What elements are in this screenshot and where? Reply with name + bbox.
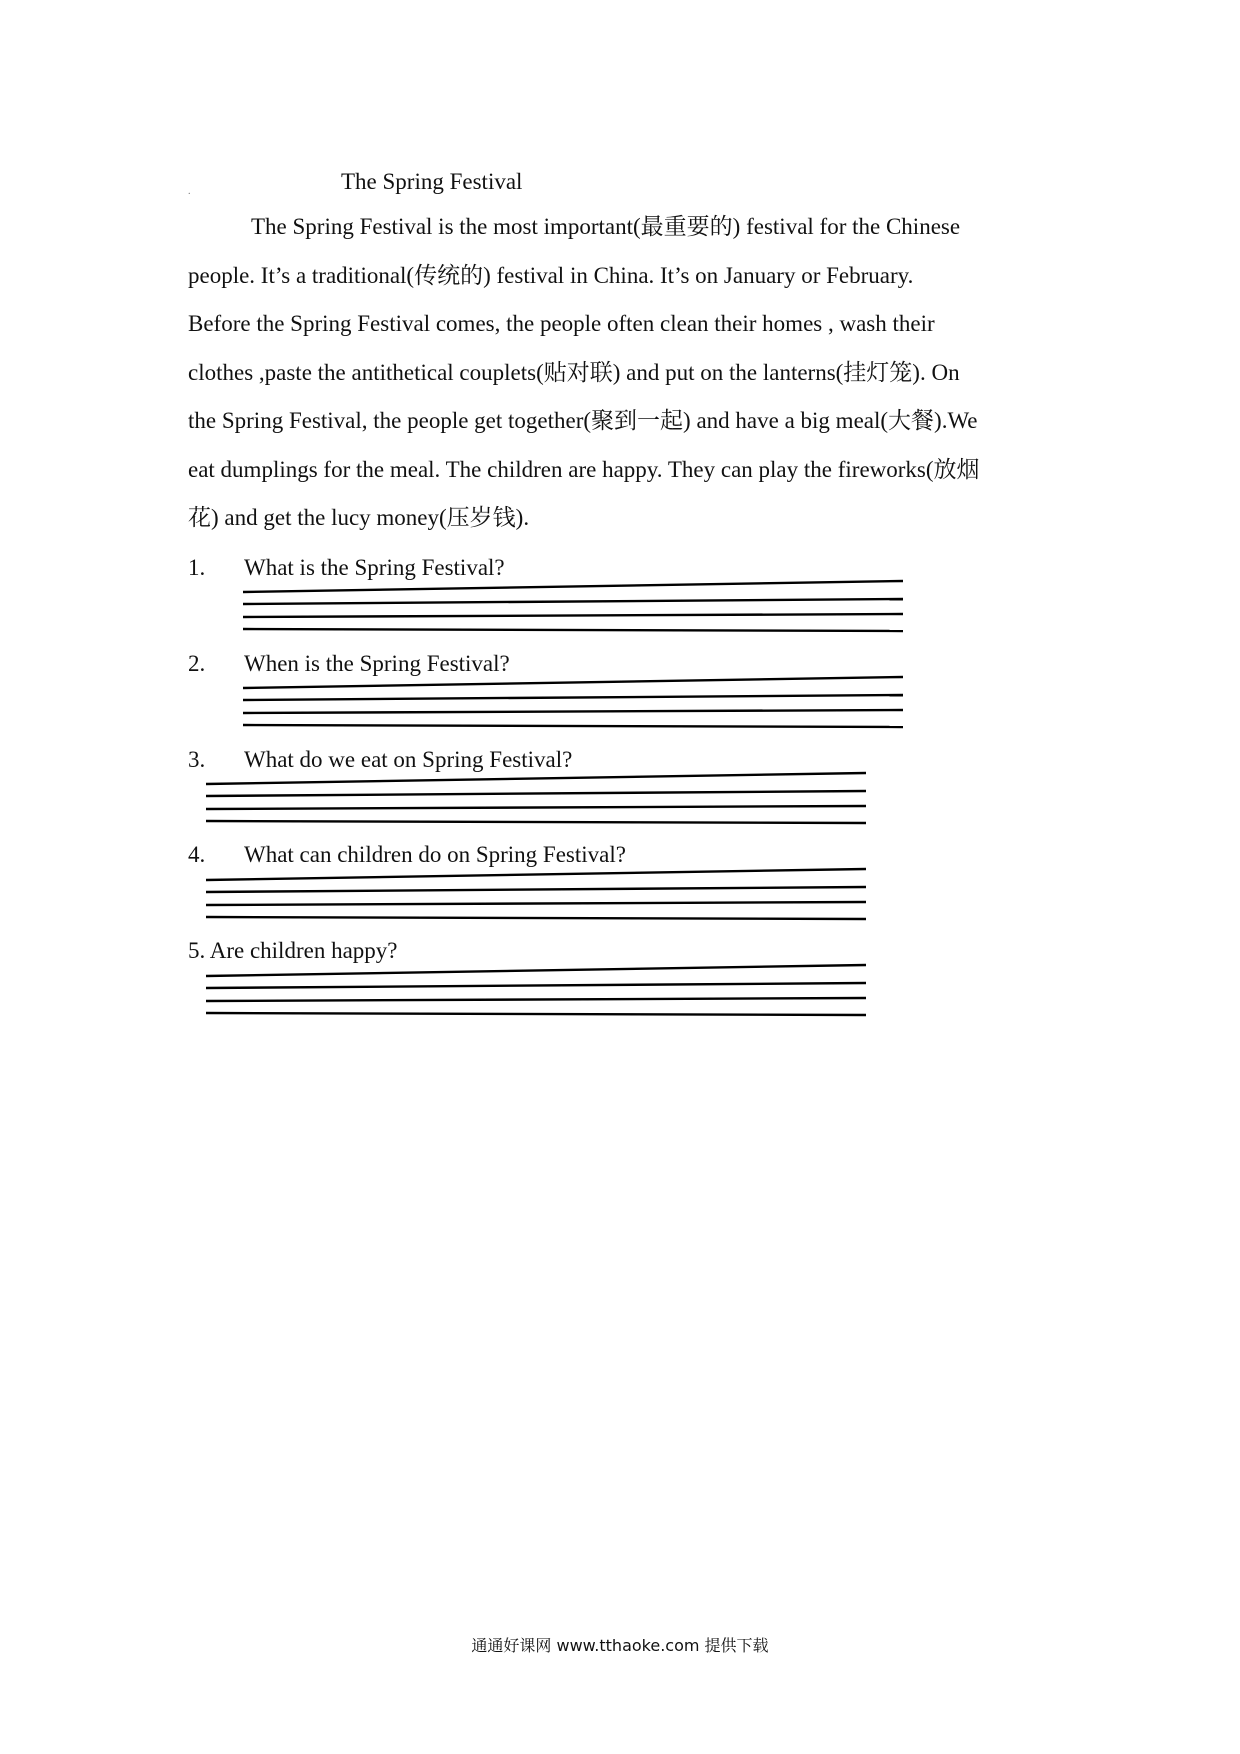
download-footer: 通通好课网 www.tthaoke.com 提供下载 [471,1636,769,1655]
passage-line: The Spring Festival is the most important(最重要的) festival for the Chinese [251,214,961,239]
passage-line: people. It’s a traditional(传统的) festival in China. It’s on January or February. [188,262,914,288]
question-text: 5. Are children happy? [188,938,398,963]
passage-line: eat dumplings for the meal. The children are happy. They can play the fireworks(放烟 [188,456,980,482]
passage-line: Before the Spring Festival comes, the people often clean their homes , wash their [188,311,935,336]
question-text: What is the Spring Festival? [244,555,505,580]
passage-line: 花) and get the lucy money(压岁钱). [188,505,530,530]
question-text: When is the Spring Festival? [244,651,510,676]
answer-lines-1[interactable] [243,580,903,636]
answer-lines-3[interactable] [206,772,866,828]
answer-lines-2[interactable] [243,676,903,732]
margin-mark: . [188,186,191,197]
answer-lines-4[interactable] [206,868,866,924]
question-number: 2. [188,651,206,676]
question-number: 4. [188,842,206,867]
question-text: What do we eat on Spring Festival? [244,747,573,772]
passage-line: clothes ,paste the antithetical couplets(贴对联) and put on the lanterns(挂灯笼). On [188,359,960,385]
worksheet-title: The Spring Festival [341,169,523,194]
question-text: What can children do on Spring Festival? [244,842,626,867]
passage-line: the Spring Festival, the people get together(聚到一起) and have a big meal(大餐).We [188,408,978,433]
question-number: 3. [188,747,206,772]
answer-lines-5[interactable] [206,964,866,1020]
question-number: 1. [188,555,206,580]
reading-passage [188,203,1068,543]
